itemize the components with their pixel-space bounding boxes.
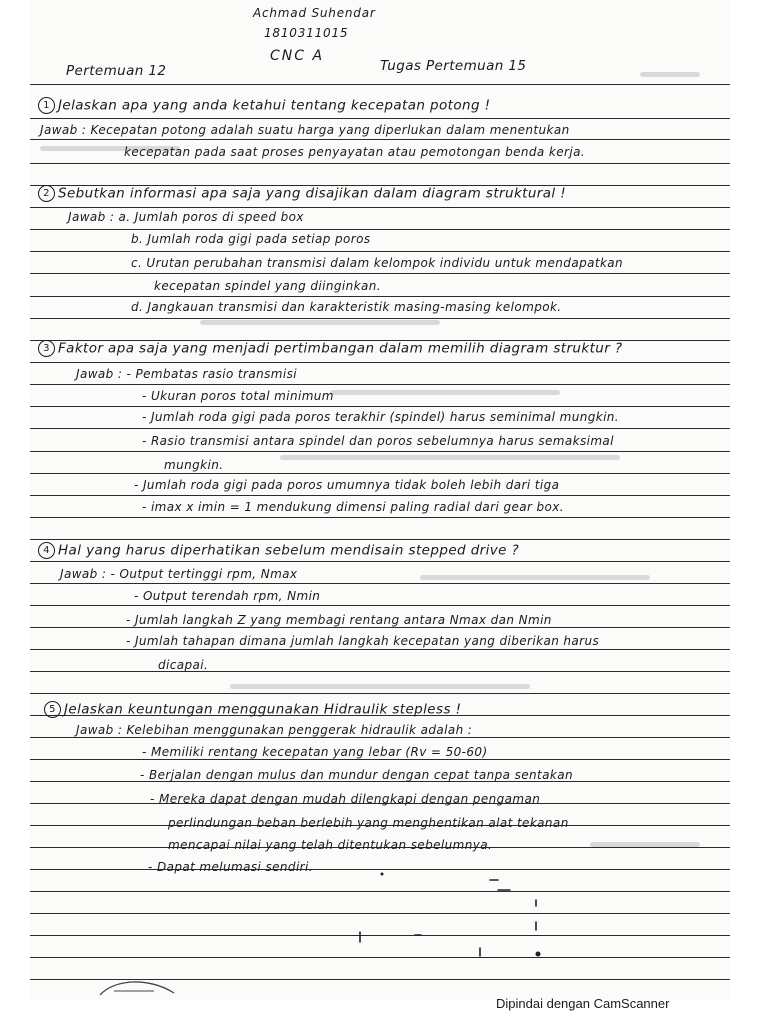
- ruled-line: [30, 605, 730, 606]
- answer-line: - Berjalan dengan mulus dan mundur dengan cepat tanpa sentakan: [140, 768, 573, 782]
- answer-line: Jawab : Kecepatan potong adalah suatu harga yang diperlukan dalam menentukan: [40, 123, 570, 137]
- answer-line: d. Jangkauan transmisi dan karakteristik masing-masing kelompok.: [131, 300, 562, 314]
- ruled-line: [30, 273, 730, 274]
- ruled-line: [30, 384, 730, 385]
- class-label: CNC A: [270, 48, 325, 64]
- question-number-circle: 4: [38, 542, 55, 559]
- answer-line: - Memiliki rentang kecepatan yang lebar (Rv = 50-60): [142, 745, 488, 759]
- ruled-line: [30, 118, 730, 119]
- ruled-line: [30, 693, 730, 694]
- show-through-smudge: [230, 684, 530, 689]
- question-number-circle: 2: [38, 185, 55, 202]
- ruled-line: [30, 296, 730, 297]
- question-text: Jelaskan keuntungan menggunakan Hidraulik stepless !: [64, 701, 462, 718]
- answer-line: - Dapat melumasi sendiri.: [148, 860, 313, 874]
- ruled-line: [30, 229, 730, 230]
- answer-line: b. Jumlah roda gigi pada setiap poros: [131, 232, 371, 246]
- ruled-line: [30, 251, 730, 252]
- answer-line: c. Urutan perubahan transmisi dalam kelompok individu untuk mendapatkan: [131, 256, 624, 270]
- answer-line: - Output terendah rpm, Nmin: [134, 589, 321, 603]
- show-through-smudge: [590, 842, 700, 847]
- answer-line: Jawab : Kelebihan menggunakan penggerak hidraulik adalah :: [76, 723, 473, 737]
- task-label: Tugas Pertemuan 15: [380, 58, 527, 74]
- answer-line: - Ukuran poros total minimum: [142, 389, 334, 403]
- question-text: Faktor apa saja yang menjadi pertimbangan dalam memilih diagram struktur ?: [58, 340, 623, 357]
- scanner-watermark: Dipindai dengan CamScanner: [496, 996, 670, 1011]
- question-number-circle: 3: [38, 340, 55, 357]
- show-through-smudge: [330, 390, 560, 395]
- ruled-line: [30, 583, 730, 584]
- answer-line: dicapai.: [158, 658, 209, 672]
- show-through-smudge: [420, 575, 650, 580]
- question-number-circle: 1: [38, 97, 55, 114]
- answer-line: perlindungan beban berlebih yang menghentikan alat tekanan: [168, 816, 569, 830]
- answer-line: kecepatan spindel yang diinginkan.: [154, 279, 381, 293]
- answer-line: - Jumlah langkah Z yang membagi rentang antara Nmax dan Nmin: [126, 613, 552, 627]
- ruled-line: [30, 428, 730, 429]
- meeting-label: Pertemuan 12: [66, 63, 167, 79]
- ruled-line: [30, 517, 730, 518]
- answer-line: - Mereka dapat dengan mudah dilengkapi dengan pengaman: [150, 792, 541, 806]
- question-text: Sebutkan informasi apa saja yang disajikan dalam diagram struktural !: [58, 185, 567, 202]
- pen-marks: [310, 870, 570, 970]
- question-3: [38, 340, 622, 357]
- ruled-line: [30, 84, 730, 85]
- answer-line: Jawab : a. Jumlah poros di speed box: [68, 210, 304, 224]
- answer-line: mungkin.: [164, 458, 224, 472]
- answer-line: - imax x imin = 1 mendukung dimensi paling radial dari gear box.: [142, 500, 565, 514]
- ruled-line: [30, 737, 730, 738]
- answer-line: mencapai nilai yang telah ditentukan sebelumnya.: [168, 838, 493, 852]
- ruled-line: [30, 362, 730, 363]
- page-corner-mark: [94, 975, 184, 1000]
- ruled-line: [30, 649, 730, 650]
- answer-line: - Jumlah tahapan dimana jumlah langkah kecepatan yang diberikan harus: [126, 634, 600, 648]
- ruled-line: [30, 627, 730, 628]
- ruled-line: [30, 163, 730, 164]
- answer-line: kecepatan pada saat proses penyayatan atau pemotongan benda kerja.: [124, 145, 586, 159]
- ruled-line: [30, 406, 730, 407]
- student-name: Achmad Suhendar: [253, 6, 376, 20]
- handwritten-page: [30, 0, 730, 1000]
- ruled-line: [30, 451, 730, 452]
- answer-line: - Rasio transmisi antara spindel dan poros sebelumnya harus semaksimal: [142, 434, 614, 448]
- ruled-line: [30, 473, 730, 474]
- show-through-smudge: [640, 72, 700, 77]
- ruled-line: [30, 139, 730, 140]
- question-text: Jelaskan apa yang anda ketahui tentang kecepatan potong !: [58, 97, 491, 114]
- question-5: [44, 701, 461, 718]
- student-id: 1810311015: [264, 26, 349, 40]
- show-through-smudge: [200, 320, 440, 325]
- answer-line: Jawab : - Output tertinggi rpm, Nmax: [60, 567, 298, 581]
- ruled-line: [30, 671, 730, 672]
- ruled-line: [30, 759, 730, 760]
- answer-line: - Jumlah roda gigi pada poros umumnya tidak boleh lebih dari tiga: [134, 478, 560, 492]
- ruled-line: [30, 207, 730, 208]
- ruled-line: [30, 318, 730, 319]
- answer-line: - Jumlah roda gigi pada poros terakhir (spindel) harus seminimal mungkin.: [142, 410, 620, 424]
- ruled-line: [30, 561, 730, 562]
- question-2: [38, 185, 566, 202]
- question-4: [38, 542, 519, 559]
- ruled-line: [30, 539, 730, 540]
- question-1: [38, 97, 490, 114]
- answer-line: Jawab : - Pembatas rasio transmisi: [76, 367, 297, 381]
- question-text: Hal yang harus diperhatikan sebelum mendisain stepped drive ?: [58, 542, 520, 559]
- question-number-circle: 5: [44, 701, 61, 718]
- ruled-line: [30, 495, 730, 496]
- show-through-smudge: [280, 455, 620, 460]
